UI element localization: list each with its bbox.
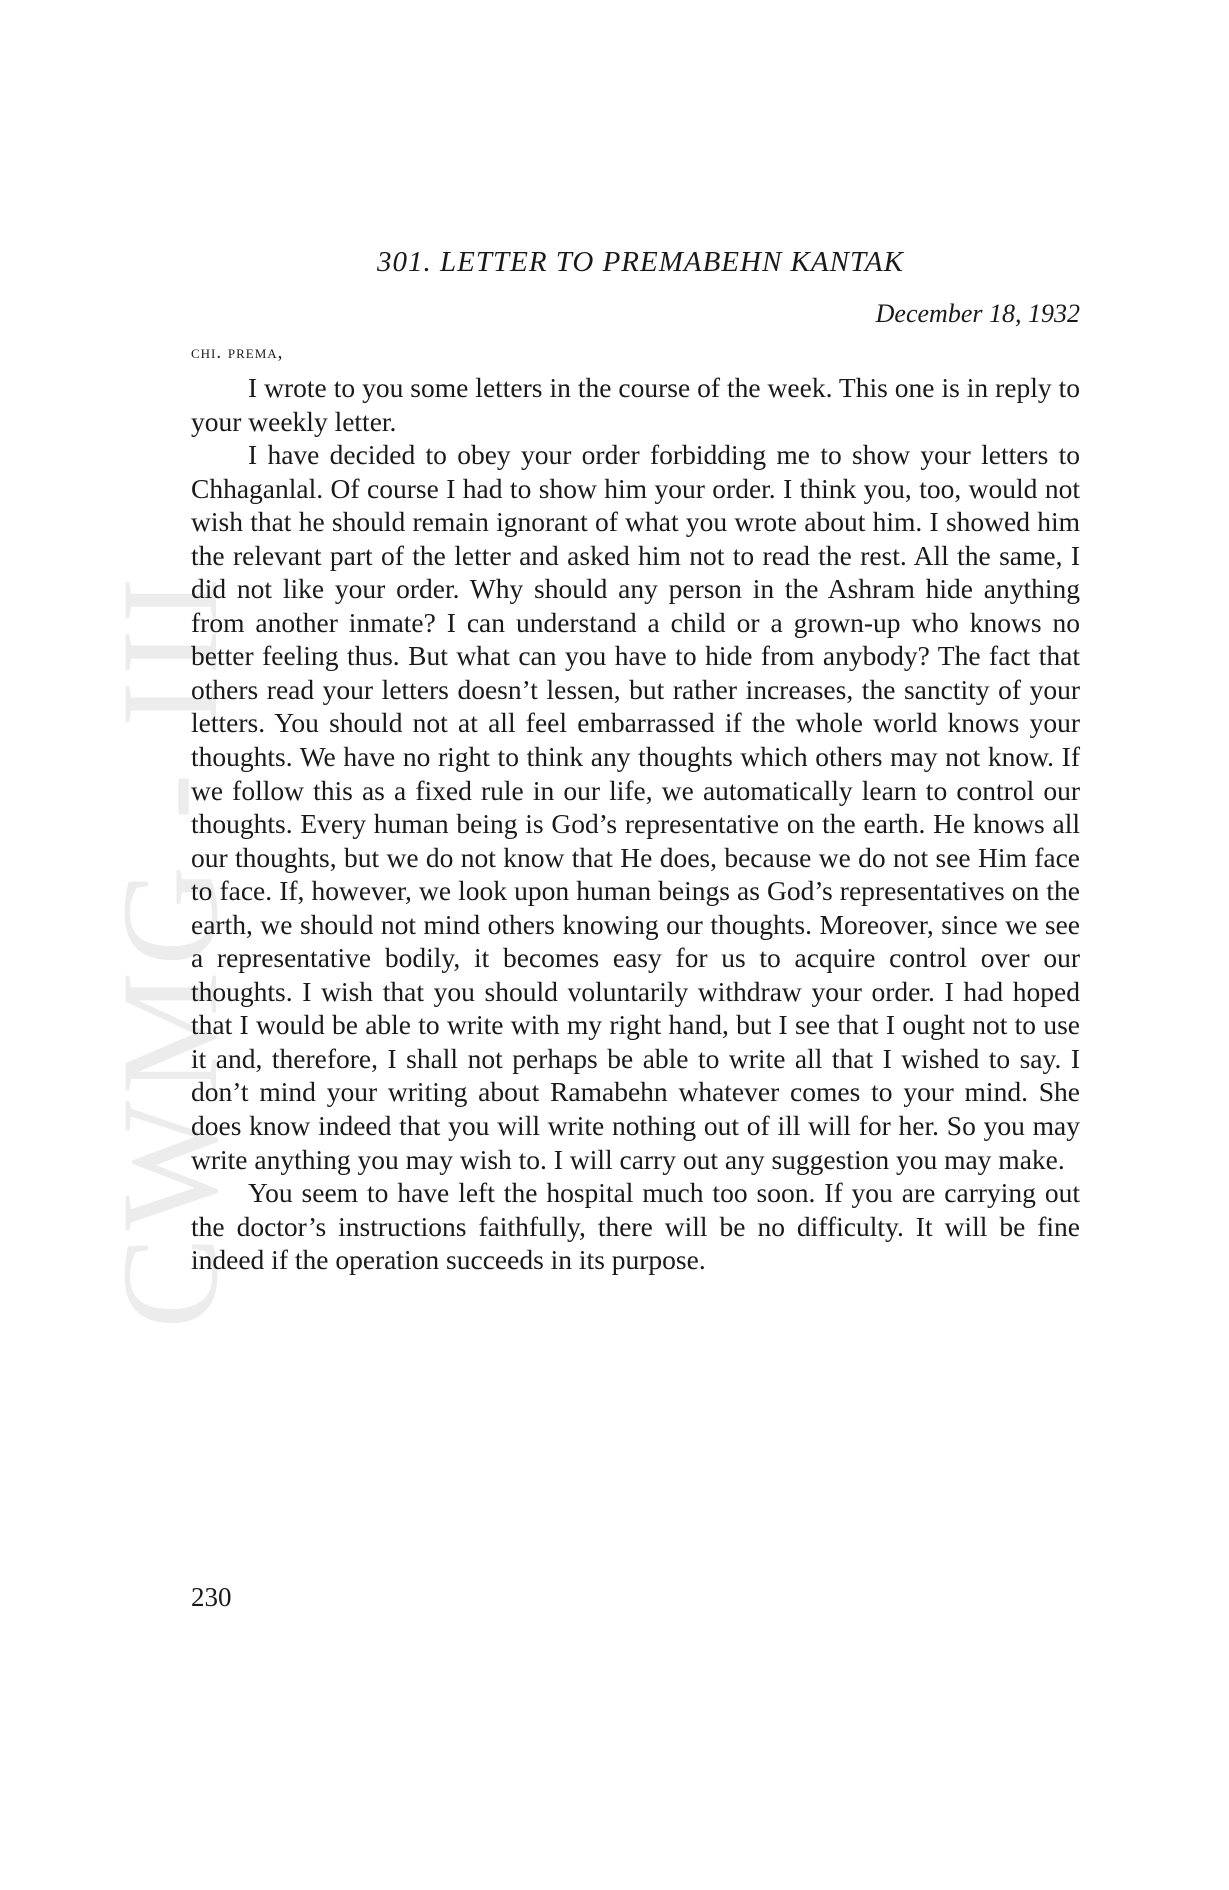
paragraph: I have decided to obey your order forbidding me to show your letters to Chhaganlal. Of course I had to show him your order. I think you, too, would not wish that he should remain ignorant of what you wrote about him. I showed him the relevant part of the letter and asked him not to read the rest. All the same, I did not like your order. Why should any person in the Ashram hide anything from another inmate? I can understand a child or a grown-up who knows no better feeling thus. But what can you have to hide from anybody? The fact that others read your letters doesn’t lessen, but rather increases, the sanctity of your letters. You should not at all feel embarrassed if the whole world knows your thoughts. We have no right to think any thoughts which others may not know. If we follow this as a fixed rule in our life, we automatically learn to control our thoughts. Every human being is God’s representative on the earth. He knows all our thoughts, but we do not know that He does, because we do not see Him face to face. If, however, we look upon human beings as God’s representatives on the earth, we should not mind others knowing our thoughts. Moreover, since we see a representative bodily, it becomes easy for us to acquire control over our thoughts. I wish that you should voluntarily withdraw your order. I had hoped that I would be able to write with my right hand, but I see that I ought not to use it and, therefore, I shall not perhaps be able to write all that I wished to say. I don’t mind your writing about Ramabehn whatever comes to your mind. She does know indeed that you will write nothing out of ill will for her. So you may write anything you may wish to. I will carry out any suggestion you may make. bbox=[191, 439, 1080, 1175]
letter-heading: 301. LETTER TO PREMABEHN KANTAK bbox=[377, 246, 904, 278]
letter-date: December 18, 1932 bbox=[875, 299, 1080, 328]
paragraph: I wrote to you some letters in the course of the week. This one is in reply to your weekly letter. bbox=[191, 372, 1080, 437]
paragraph: You seem to have left the hospital much too soon. If you are carrying out the doctor’s instructions faithfully, there will be no difficulty. It will be fine indeed if the operation succeeds in its purpose. bbox=[191, 1177, 1080, 1276]
letter-body bbox=[191, 246, 1080, 1277]
salutation: chi. prema, bbox=[191, 342, 284, 363]
watermark-text: CWMG - III bbox=[93, 571, 246, 1329]
page-number: 230 bbox=[191, 1582, 232, 1612]
